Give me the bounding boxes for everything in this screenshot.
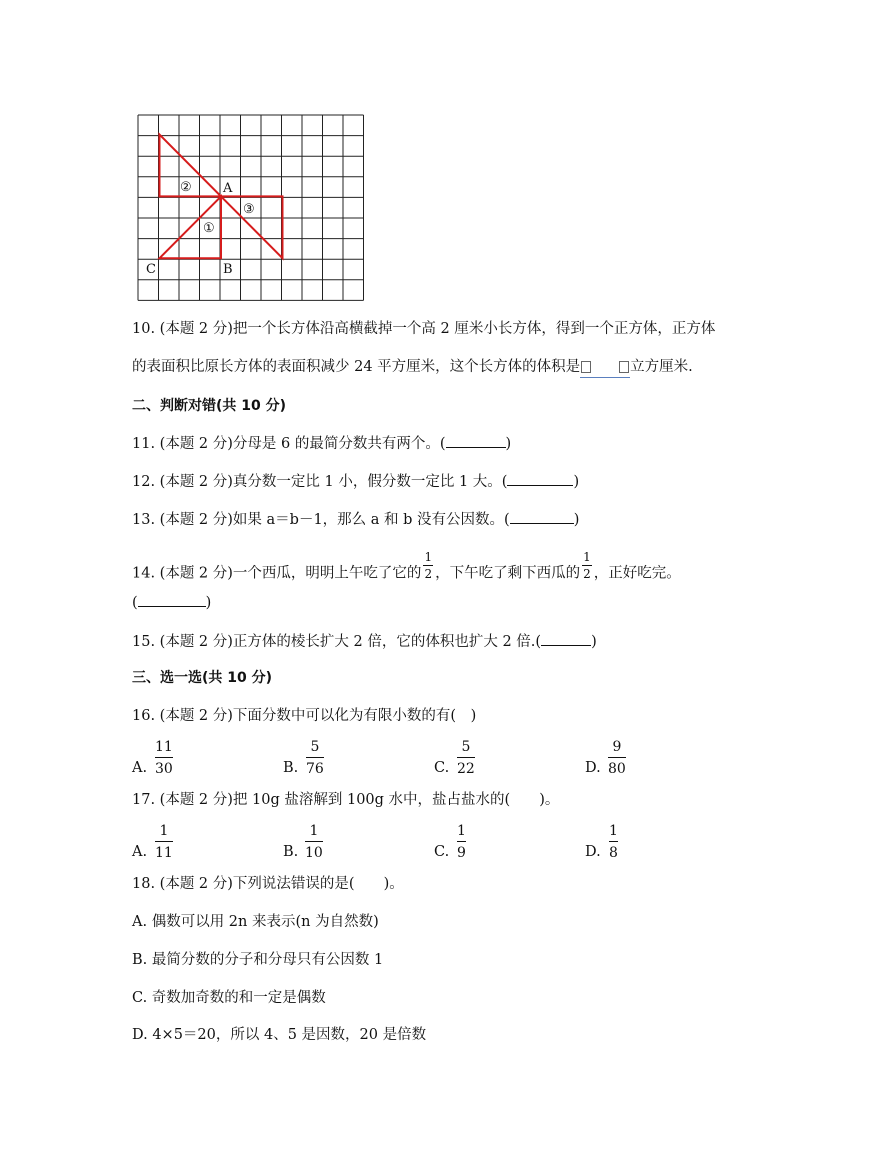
q11-close: ) <box>505 436 512 452</box>
section-3-title: 三、选一选(共 10 分) <box>132 670 273 686</box>
q17-option-c-letter[interactable]: C. <box>434 844 450 860</box>
q10-answer-blank[interactable] <box>580 357 630 378</box>
q13-close: ) <box>573 512 580 528</box>
q17-option-d-fraction[interactable] <box>609 823 618 861</box>
q17-text: 17. (本题 2 分)把 10g 盐溶解到 100g 水中，盐占盐水的( )。 <box>132 792 560 808</box>
q16-option-a-letter[interactable]: A. <box>132 760 148 776</box>
fraction-denominator: 76 <box>306 761 324 777</box>
fraction-numerator: 5 <box>461 739 471 755</box>
q14-line2 <box>132 592 211 613</box>
box-icon <box>581 361 591 373</box>
q18-text: 18. (本题 2 分)下列说法错误的是( )。 <box>132 876 404 892</box>
q13-text: 13. (本题 2 分)如果 a＝b－1，那么 a 和 b 没有公因数。( <box>132 512 510 528</box>
label-c: C <box>146 262 156 277</box>
q11-answer-blank[interactable] <box>446 433 506 448</box>
q16-option-a-fraction[interactable] <box>155 739 173 777</box>
fraction-denominator: 30 <box>155 761 173 777</box>
q15-answer-blank[interactable] <box>541 631 591 646</box>
q10-line2-text: 的表面积比原长方体的表面积减少 24 平方厘米，这个长方体的体积是 <box>132 359 581 375</box>
q15 <box>132 631 597 652</box>
q14-fraction-1 <box>423 551 433 580</box>
q16-text: 16. (本题 2 分)下面分数中可以化为有限小数的有( ) <box>132 708 477 724</box>
section-2-title: 二、判断对错(共 10 分) <box>132 398 287 414</box>
fraction-denominator: 10 <box>305 845 323 861</box>
q11 <box>132 433 511 454</box>
q13 <box>132 509 579 530</box>
q14-fraction-2 <box>582 551 592 580</box>
q17-option-b-letter[interactable]: B. <box>283 844 299 860</box>
label-a: A <box>223 181 233 196</box>
q12-close: ) <box>573 474 580 490</box>
q13-answer-blank[interactable] <box>510 509 574 524</box>
fraction-numerator: 9 <box>612 739 622 755</box>
q14-answer-blank[interactable] <box>138 592 206 607</box>
fraction-denominator: 22 <box>457 761 475 777</box>
q14-part2: ，下午吃了剩下西瓜的 <box>435 565 581 582</box>
fraction-numerator: 1 <box>424 550 433 564</box>
q10-line1: 10. (本题 2 分)把一个长方体沿高横截掉一个高 2 厘米小长方体，得到一个正方体，正方体 <box>132 321 716 337</box>
fraction-denominator: 2 <box>424 567 433 581</box>
q17-option-a-letter[interactable]: A. <box>132 844 148 860</box>
q14-close: ) <box>205 595 212 611</box>
fraction-numerator: 11 <box>155 739 173 755</box>
q16-option-b-letter[interactable]: B. <box>283 760 299 776</box>
q14-open: ( <box>132 595 138 611</box>
q15-close: ) <box>591 634 597 650</box>
q16-option-b-fraction[interactable] <box>306 739 324 777</box>
label-n3: ③ <box>243 202 255 217</box>
q17-option-b-fraction[interactable] <box>305 823 323 861</box>
q16-option-c-fraction[interactable] <box>457 739 475 777</box>
fraction-numerator: 1 <box>309 823 319 839</box>
red-shapes <box>160 135 283 259</box>
fraction-denominator: 11 <box>155 845 173 861</box>
fraction-numerator: 1 <box>583 550 591 564</box>
fraction-denominator: 80 <box>608 761 626 777</box>
q16-option-d-letter[interactable]: D. <box>585 760 601 776</box>
q17-option-a-fraction[interactable] <box>155 823 173 861</box>
q12-answer-blank[interactable] <box>507 471 573 486</box>
box-icon <box>619 361 629 373</box>
fraction-denominator: 9 <box>457 845 466 861</box>
grid-figure <box>137 114 369 304</box>
fraction-denominator: 2 <box>583 567 591 581</box>
q16-option-c-letter[interactable]: C. <box>434 760 450 776</box>
fraction-numerator: 5 <box>310 739 320 755</box>
fraction-denominator: 8 <box>609 845 618 861</box>
label-b: B <box>223 262 233 277</box>
fraction-numerator: 1 <box>609 823 618 839</box>
q10-line2-unit: 立方厘米. <box>630 359 693 375</box>
q15-text: 15. (本题 2 分)正方体的棱长扩大 2 倍，它的体积也扩大 2 倍.( <box>132 634 542 650</box>
q14-line1 <box>132 550 681 588</box>
q12-text: 12. (本题 2 分)真分数一定比 1 小，假分数一定比 1 大。( <box>132 474 508 490</box>
q18-option-b[interactable]: B. 最简分数的分子和分母只有公因数 1 <box>132 952 384 968</box>
q16-option-d-fraction[interactable] <box>608 739 626 777</box>
fraction-numerator: 1 <box>159 823 169 839</box>
q14-part1: 14. (本题 2 分)一个西瓜，明明上午吃了它的 <box>132 565 422 582</box>
q11-text: 11. (本题 2 分)分母是 6 的最简分数共有两个。( <box>132 436 446 452</box>
fraction-numerator: 1 <box>457 823 466 839</box>
q18-option-a[interactable]: A. 偶数可以用 2n 来表示(n 为自然数) <box>132 914 379 930</box>
q17-option-c-fraction[interactable] <box>457 823 466 861</box>
q17-option-d-letter[interactable]: D. <box>585 844 601 860</box>
label-n2: ② <box>180 180 192 195</box>
q14-part3: ，正好吃完。 <box>593 565 681 582</box>
label-n1: ① <box>203 221 215 236</box>
figure-labels <box>146 180 255 277</box>
q12 <box>132 471 579 492</box>
q10-line2 <box>132 357 693 378</box>
q18-option-d[interactable]: D. 4×5＝20，所以 4、5 是因数，20 是倍数 <box>132 1027 427 1043</box>
q18-option-c[interactable]: C. 奇数加奇数的和一定是偶数 <box>132 990 326 1006</box>
